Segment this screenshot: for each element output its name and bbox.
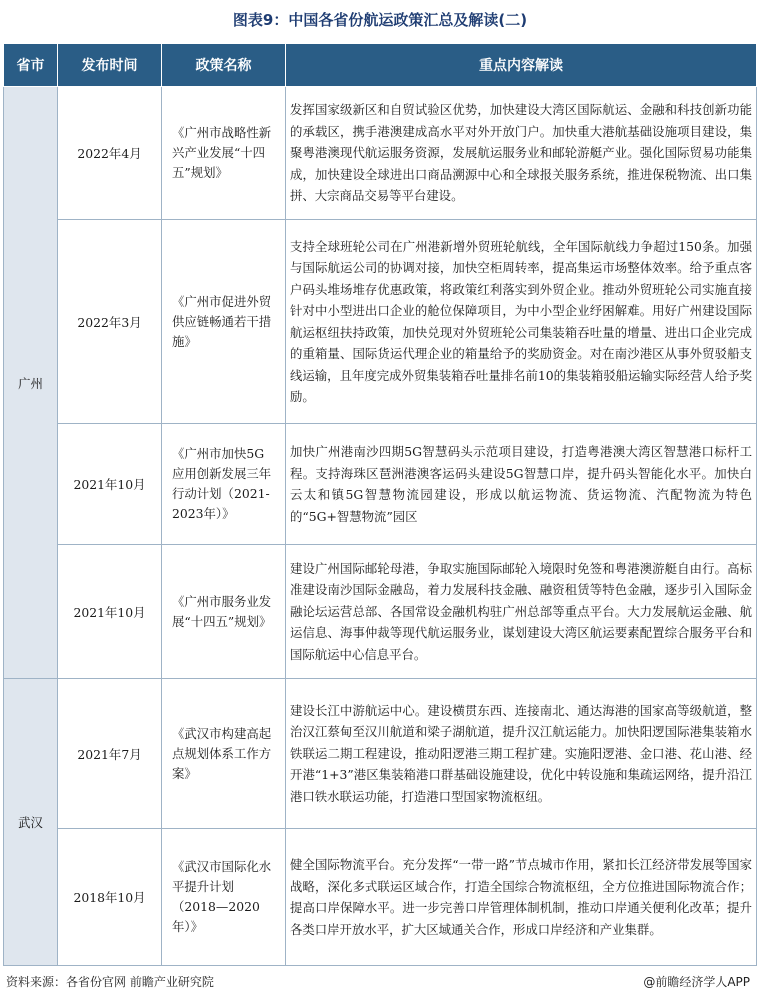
date-cell: 2018年10月 — [58, 829, 162, 966]
table-row — [4, 220, 757, 424]
table-row — [4, 545, 757, 679]
date-cell: 2021年10月 — [58, 545, 162, 679]
policy-name-cell: 《广州市服务业发展“十四五”规划》 — [162, 545, 286, 679]
table-row — [4, 829, 757, 966]
table-header-row — [4, 44, 757, 87]
table-row — [4, 424, 757, 545]
detail-cell: 发挥国家级新区和自贸试验区优势，加快建设大湾区国际航运、金融和科技创新功能的承载区，携手港澳建成高水平对外开放门户。加快重大港航基础设施项目建设，集聚粤港澳现代航运服务资源，发展航运服务业和邮轮游艇产业。强化国际贸易功能集成，加快建设全球进出口商品溯源中心和全球报关服务系统，推进保税物流、出口集拼、大宗商品交易等平台建设。 — [286, 87, 757, 220]
figure-title: 图表9：中国各省份航运政策汇总及解读(二) — [232, 11, 528, 29]
policy-name-cell: 《武汉市构建高起点规划体系工作方案》 — [162, 679, 286, 829]
footer — [6, 970, 754, 994]
detail-cell: 健全国际物流平台。充分发挥“一带一路”节点城市作用，紧扣长江经济带发展等国家战略，深化多式联运区域合作，打造全国综合物流枢纽，全方位推进国际物流合作；提高口岸保障水平。进一步完善口岸管理体制机制，推动口岸通关便利化改革；提升各类口岸开放水平，扩大区域通关合作，形成口岸经济和产业集群。 — [286, 829, 757, 966]
brand-credit: @前瞻经济学人APP — [643, 975, 750, 989]
province-cell: 武汉 — [4, 679, 58, 966]
policy-name-cell: 《武汉市国际化水平提升计划（2018—2020年）》 — [162, 829, 286, 966]
detail-cell: 支持全球班轮公司在广州港新增外贸班轮航线，全年国际航线力争超过150条。加强与国际航运公司的协调对接，加快空柜周转率，提高集运市场整体效率。给予重点客户码头堆场堆存优惠政策，将政策红利落实到外贸企业。推动外贸班轮公司实施直接针对中小型进出口企业的舱位保障项目，为中小型企业纾困解难。用好广州建设国际航运枢纽扶持政策，加快兑现对外贸班轮公司集装箱吞吐量的增量、进出口企业完成的重箱量、国际货运代理企业的箱量给予的奖励资金。对在南沙港区从事外贸驳船支线运输，且年度完成外贸集装箱吞吐量排名前10的集装箱驳船运输实际经营人给予奖励。 — [286, 220, 757, 424]
detail-cell: 加快广州港南沙四期5G智慧码头示范项目建设，打造粤港澳大湾区智慧港口标杆工程。支持海珠区琶洲港澳客运码头建设5G智慧口岸，提升码头智能化水平。加快白云太和镇5G智慧物流园建设，形成以航运物流、货运物流、汽配物流为特色的“5G+智慧物流”园区 — [286, 424, 757, 545]
policy-name-cell: 《广州市促进外贸供应链畅通若干措施》 — [162, 220, 286, 424]
table-row — [4, 87, 757, 220]
source-note: 资料来源：各省份官网 前瞻产业研究院 — [6, 975, 214, 989]
date-cell: 2022年3月 — [58, 220, 162, 424]
policy-name-cell: 《广州市加快5G应用创新发展三年行动计划（2021-2023年）》 — [162, 424, 286, 545]
policy-table — [3, 43, 757, 966]
date-cell: 2021年10月 — [58, 424, 162, 545]
province-cell: 广州 — [4, 87, 58, 679]
date-cell: 2021年7月 — [58, 679, 162, 829]
detail-cell: 建设广州国际邮轮母港，争取实施国际邮轮入境限时免签和粤港澳游艇自由行。高标准建设南沙国际金融岛，着力发展科技金融、融资租赁等特色金融，逐步引入国际金融论坛运营总部、各国常设金融机构驻广州总部等重点平台。大力发展航运金融、航运信息、海事仲裁等现代航运服务业，谋划建设大湾区航运要素配置综合服务平台和国际航运中心信息平台。 — [286, 545, 757, 679]
table-row — [4, 679, 757, 829]
header-policy-name: 政策名称 — [162, 44, 286, 87]
policy-name-cell: 《广州市战略性新兴产业发展“十四五”规划》 — [162, 87, 286, 220]
date-cell: 2022年4月 — [58, 87, 162, 220]
header-date: 发布时间 — [58, 44, 162, 87]
header-key-content: 重点内容解读 — [286, 44, 757, 87]
detail-cell: 建设长江中游航运中心。建设横贯东西、连接南北、通达海港的国家高等级航道，整治汉江蔡甸至汉川航道和梁子湖航道，提升汉江航运能力。加快阳逻国际港集装箱水铁联运二期工程建设，推动阳逻港三期工程扩建。实施阳逻港、金口港、花山港、经开港“1+3”港区集装箱港口群基础设施建设，优化中转设施和集疏运网络，提升沿江港口铁水联运功能，打造港口型国家物流枢纽。 — [286, 679, 757, 829]
header-province: 省市 — [4, 44, 58, 87]
